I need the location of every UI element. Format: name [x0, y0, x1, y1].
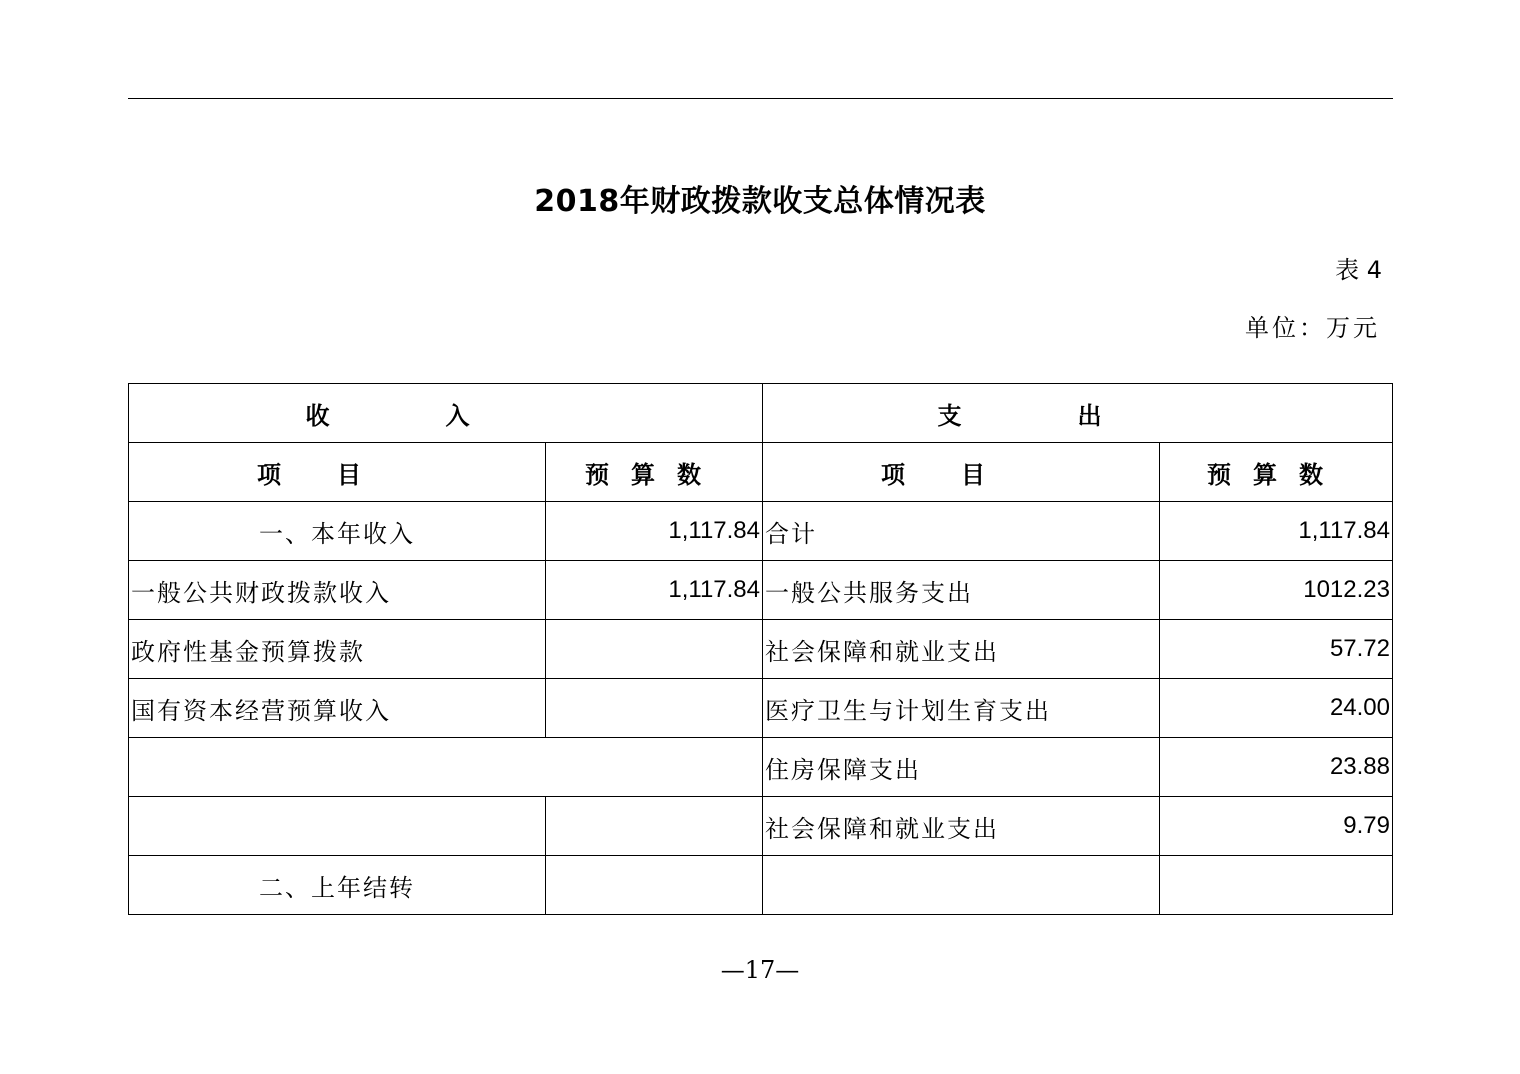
header-rule	[128, 98, 1393, 99]
expense-item-header: 项目	[763, 443, 1160, 502]
page-title: 2018年财政拨款收支总体情况表	[534, 184, 986, 219]
expense-amount-cell: 9.79	[1160, 797, 1393, 856]
page-number: —17—	[720, 956, 800, 984]
table-number: 表 4	[1335, 256, 1382, 284]
income-amount-cell	[546, 856, 763, 915]
budget-table	[128, 383, 1393, 915]
table-row	[129, 679, 1393, 738]
income-amount-cell	[546, 679, 763, 738]
expense-section-header: 支出	[763, 384, 1393, 443]
expense-item-cell: 社会保障和就业支出	[763, 620, 1160, 679]
table-row	[129, 856, 1393, 915]
expense-amount-cell: 57.72	[1160, 620, 1393, 679]
income-item-cell: 一、本年收入	[129, 502, 546, 561]
table-row	[129, 561, 1393, 620]
income-amount-header: 预算数	[546, 443, 763, 502]
income-amount-cell	[546, 620, 763, 679]
income-item-cell: 国有资本经营预算收入	[129, 679, 546, 738]
unit-label: 单位：万元	[1245, 314, 1380, 342]
income-item-cell: 一般公共财政拨款收入	[129, 561, 546, 620]
income-amount-cell: 1,117.84	[546, 561, 763, 620]
table-section-header-row	[129, 384, 1393, 443]
expense-amount-header: 预算数	[1160, 443, 1393, 502]
expense-item-cell: 一般公共服务支出	[763, 561, 1160, 620]
expense-amount-cell: 24.00	[1160, 679, 1393, 738]
table-row	[129, 502, 1393, 561]
table-row	[129, 620, 1393, 679]
expense-item-cell: 医疗卫生与计划生育支出	[763, 679, 1160, 738]
income-amount-cell: 1,117.84	[546, 502, 763, 561]
table-column-header-row	[129, 443, 1393, 502]
income-section-header: 收入	[129, 384, 763, 443]
income-merged-empty-cell	[129, 738, 763, 797]
income-item-cell: 二、上年结转	[129, 856, 546, 915]
expense-amount-cell: 23.88	[1160, 738, 1393, 797]
expense-amount-cell	[1160, 856, 1393, 915]
expense-item-cell: 合计	[763, 502, 1160, 561]
expense-item-cell: 住房保障支出	[763, 738, 1160, 797]
expense-amount-cell: 1012.23	[1160, 561, 1393, 620]
table-row	[129, 797, 1393, 856]
expense-item-cell	[763, 856, 1160, 915]
table-row	[129, 738, 1393, 797]
income-item-cell: 政府性基金预算拨款	[129, 620, 546, 679]
income-item-header: 项目	[129, 443, 546, 502]
expense-amount-cell: 1,117.84	[1160, 502, 1393, 561]
income-item-cell	[129, 797, 546, 856]
income-amount-cell	[546, 797, 763, 856]
expense-item-cell: 社会保障和就业支出	[763, 797, 1160, 856]
